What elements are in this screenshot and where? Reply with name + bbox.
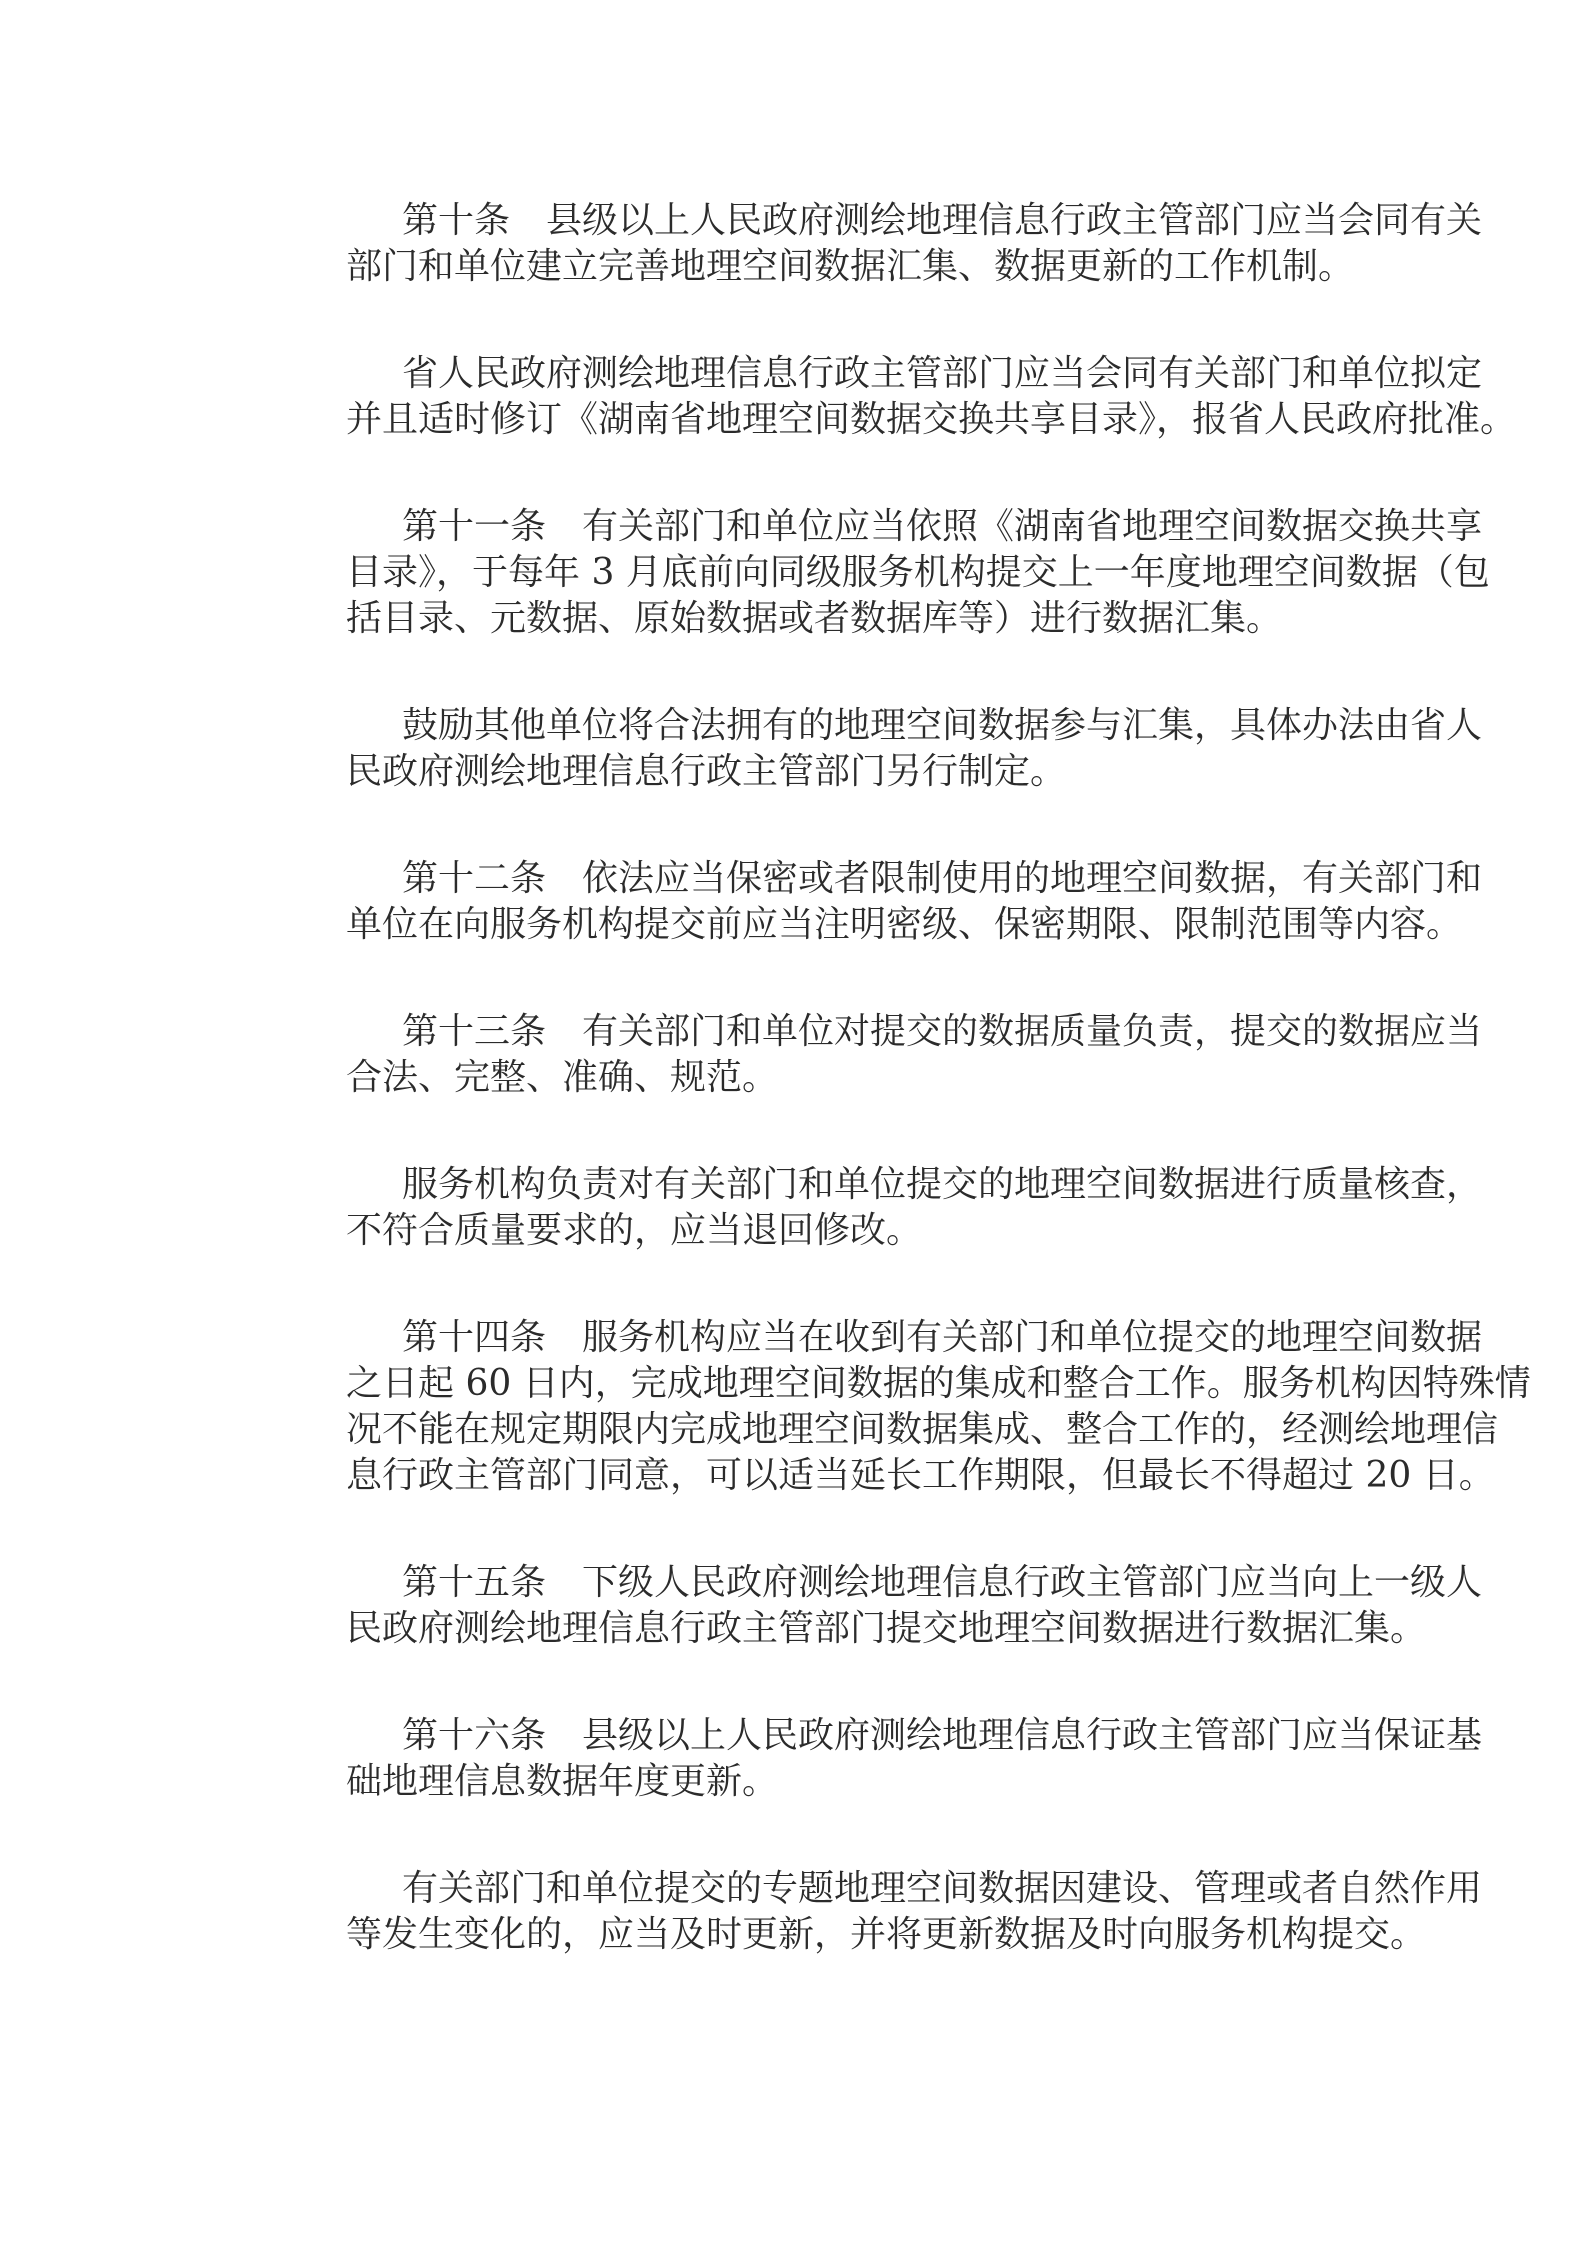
paragraph-line: 有关部门和单位提交的专题地理空间数据因建设、管理或者自然作用 — [402, 1868, 1483, 1909]
paragraph — [346, 504, 1490, 642]
paragraph-line: 括目录、元数据、原始数据或者数据库等）进行数据汇集。 — [346, 598, 1283, 639]
paragraph-line: 第十条 县级以上人民政府测绘地理信息行政主管部门应当会同有关 — [402, 200, 1483, 241]
paragraph-line: 第十六条 县级以上人民政府测绘地理信息行政主管部门应当保证基 — [402, 1715, 1483, 1756]
paragraph-line: 目录》，于每年 3 月底前向同级服务机构提交上一年度地理空间数据（包 — [346, 552, 1490, 593]
document-page — [346, 198, 1531, 2019]
paragraph — [346, 1866, 1483, 1958]
paragraph-line: 第十四条 服务机构应当在收到有关部门和单位提交的地理空间数据 — [402, 1317, 1483, 1358]
paragraph — [346, 1560, 1483, 1652]
paragraph-line: 第十三条 有关部门和单位对提交的数据质量负责，提交的数据应当 — [402, 1011, 1483, 1052]
paragraph-line: 之日起 60 日内，完成地理空间数据的集成和整合工作。服务机构因特殊情 — [346, 1363, 1531, 1404]
paragraph-line: 不符合质量要求的，应当退回修改。 — [346, 1210, 923, 1251]
paragraph-line: 部门和单位建立完善地理空间数据汇集、数据更新的工作机制。 — [346, 246, 1355, 287]
paragraph-line: 民政府测绘地理信息行政主管部门另行制定。 — [346, 751, 1067, 792]
paragraph-line: 息行政主管部门同意，可以适当延长工作期限，但最长不得超过 20 日。 — [346, 1455, 1495, 1496]
paragraph-line: 等发生变化的，应当及时更新，并将更新数据及时向服务机构提交。 — [346, 1914, 1427, 1955]
paragraph — [346, 1713, 1483, 1805]
paragraph — [346, 703, 1483, 795]
paragraph-line: 第十五条 下级人民政府测绘地理信息行政主管部门应当向上一级人 — [402, 1562, 1483, 1603]
paragraph — [346, 1009, 1483, 1101]
paragraph — [346, 1162, 1483, 1254]
paragraph-line: 第十二条 依法应当保密或者限制使用的地理空间数据，有关部门和 — [402, 858, 1483, 899]
paragraph-line: 服务机构负责对有关部门和单位提交的地理空间数据进行质量核查， — [402, 1164, 1483, 1205]
paragraph-line: 单位在向服务机构提交前应当注明密级、保密期限、限制范围等内容。 — [346, 904, 1463, 945]
paragraph — [346, 198, 1483, 290]
paragraph — [346, 351, 1517, 443]
paragraph-line: 况不能在规定期限内完成地理空间数据集成、整合工作的，经测绘地理信 — [346, 1409, 1499, 1450]
paragraph-line: 省人民政府测绘地理信息行政主管部门应当会同有关部门和单位拟定 — [402, 353, 1483, 394]
paragraph-line: 鼓励其他单位将合法拥有的地理空间数据参与汇集，具体办法由省人 — [402, 705, 1483, 746]
paragraph-line: 民政府测绘地理信息行政主管部门提交地理空间数据进行数据汇集。 — [346, 1608, 1427, 1649]
paragraph — [346, 856, 1483, 948]
paragraph-line: 合法、完整、准确、规范。 — [346, 1057, 779, 1098]
paragraph — [346, 1315, 1531, 1499]
paragraph-line: 础地理信息数据年度更新。 — [346, 1761, 779, 1802]
paragraph-line: 并且适时修订《湖南省地理空间数据交换共享目录》，报省人民政府批准。 — [346, 399, 1517, 440]
paragraph-line: 第十一条 有关部门和单位应当依照《湖南省地理空间数据交换共享 — [402, 506, 1483, 547]
